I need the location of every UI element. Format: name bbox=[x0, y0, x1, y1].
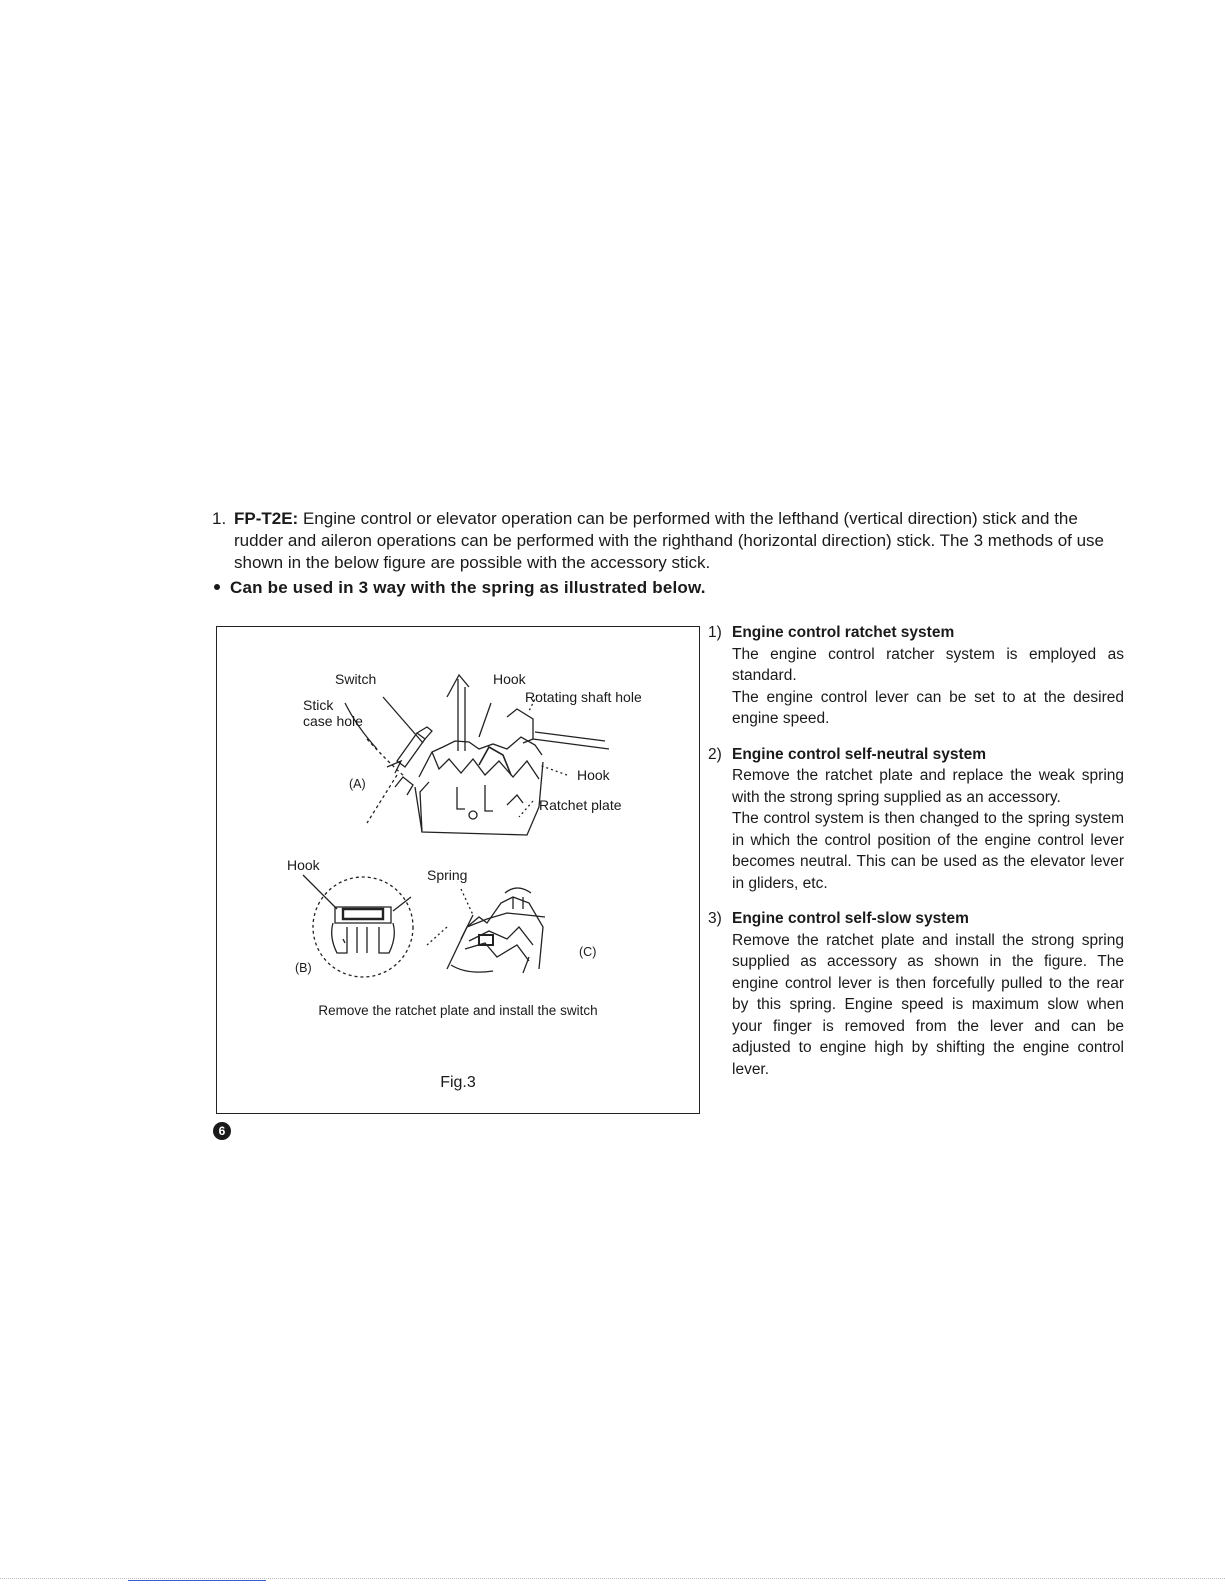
section-title: Engine control self-slow system bbox=[732, 910, 969, 927]
bullet-dot-icon bbox=[214, 584, 220, 590]
label-ratchet-plate: Ratchet plate bbox=[539, 797, 622, 813]
bottom-underline bbox=[128, 1580, 266, 1581]
section-paragraph: The engine control ratcher system is employed as standard. bbox=[732, 645, 1124, 684]
section-number: 2) bbox=[708, 745, 722, 763]
section-paragraph: The engine control lever can be set to at the desired engine speed. bbox=[732, 688, 1124, 727]
label-stick: Stick bbox=[303, 697, 334, 713]
page-edge-divider bbox=[0, 1578, 1225, 1579]
label-case-hole: case hole bbox=[303, 713, 363, 729]
section-self-slow bbox=[708, 908, 1124, 1080]
section-ratchet bbox=[708, 622, 1124, 730]
intro-body: Engine control or elevator operation can be performed with the lefthand (vertical direction) stick and the rudder and aileron operations can be performed with the righthand (horizontal direction) stick. The 3 methods of use shown in the below figure are possible with the accessory stick. bbox=[234, 509, 1105, 572]
methods-column bbox=[708, 622, 1124, 1094]
figure-c-drawing bbox=[427, 888, 545, 973]
section-title: Engine control self-neutral system bbox=[732, 745, 987, 763]
figure-title: Fig.3 bbox=[440, 1074, 476, 1091]
section-number: 1) bbox=[708, 624, 722, 641]
label-hook-top: Hook bbox=[493, 671, 526, 687]
bullet-line bbox=[214, 578, 706, 598]
section-paragraph: The control system is then changed to the spring system in which the control position of the engine control lever becomes neutral. This can be used as the elevator lever in gliders, etc. bbox=[732, 810, 1124, 892]
figure-b-drawing bbox=[303, 875, 413, 977]
figure-3 bbox=[216, 626, 700, 1114]
label-b: (B) bbox=[295, 961, 312, 975]
label-rotating-shaft-hole: Rotating shaft hole bbox=[525, 689, 642, 705]
figure-caption: Remove the ratchet plate and install the switch bbox=[318, 1003, 598, 1018]
intro-text bbox=[234, 508, 1122, 574]
label-c: (C) bbox=[579, 945, 597, 959]
label-spring: Spring bbox=[427, 867, 468, 883]
section-title: Engine control ratchet system bbox=[732, 624, 955, 641]
intro-number: 1. bbox=[212, 509, 227, 528]
label-switch: Switch bbox=[335, 671, 377, 687]
bullet-text: Can be used in 3 way with the spring as illustrated below. bbox=[230, 578, 706, 597]
section-paragraph: Remove the ratchet plate and install the strong spring supplied as accessory as shown in the figure. The engine control lever is then forcefully pulled to the rear by this spring. Engine speed is maximum slow when your finger is removed from the lever and can be adjusted to engine high by shifting the engine control lever. bbox=[732, 931, 1124, 1078]
page-number-badge: 6 bbox=[213, 1122, 231, 1140]
section-paragraph: Remove the ratchet plate and replace the weak spring with the strong spring supplied as an accessory. bbox=[732, 767, 1124, 806]
section-number: 3) bbox=[708, 910, 722, 927]
label-hook-left: Hook bbox=[287, 857, 320, 873]
intro-paragraph bbox=[212, 508, 1122, 574]
label-a: (A) bbox=[349, 777, 366, 791]
model-name: FP-T2E: bbox=[234, 509, 299, 528]
label-hook-right: Hook bbox=[577, 767, 610, 783]
section-self-neutral bbox=[708, 744, 1124, 895]
